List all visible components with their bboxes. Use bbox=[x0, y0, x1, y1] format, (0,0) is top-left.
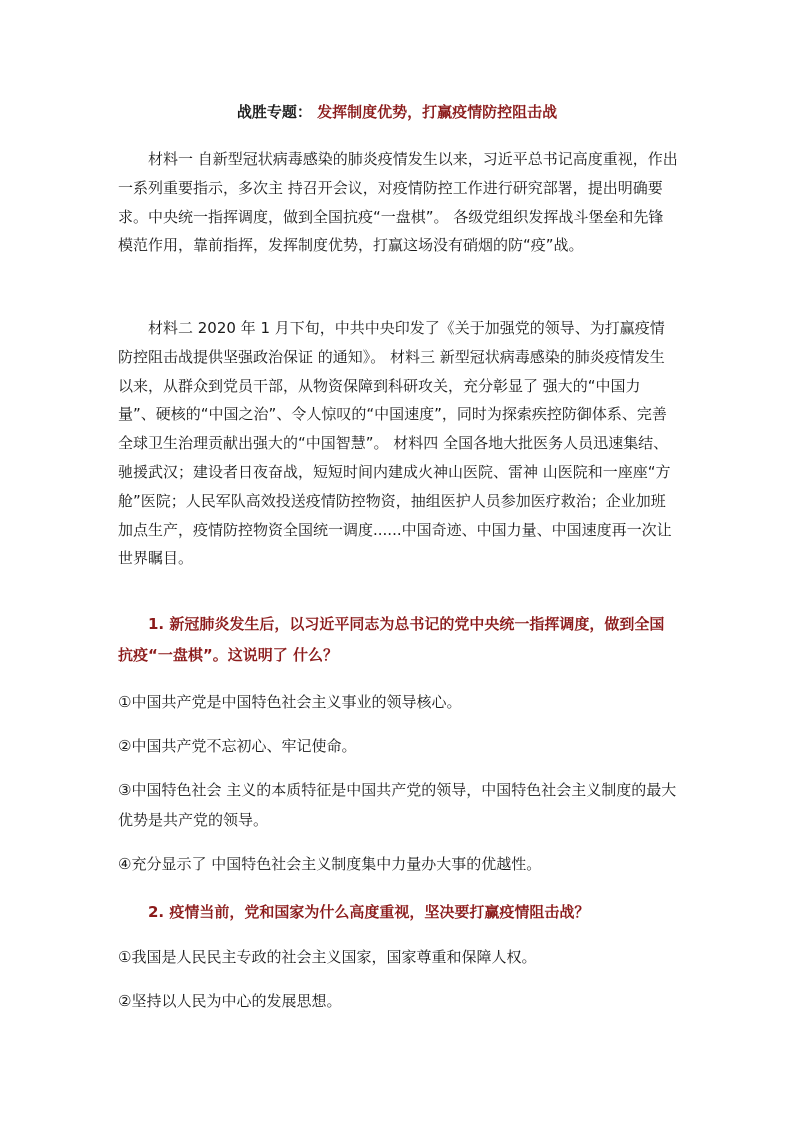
answer-1-item-2: ②中国共产党不忘初心、牢记使命。 bbox=[118, 737, 357, 755]
title-topic: 发挥制度优势，打赢疫情防控阻击战 bbox=[317, 103, 558, 121]
material-one-paragraph: 材料一 自新型冠状病毒感染的肺炎疫情发生以来，习近平总书记高度重视，作出一系列重要指示，多次主 持召开会议，对疫情防控工作进行研究部署，提出明确要求。中央统一指挥调度，做到全国抗疫“一盘棋”。 各级党组织发挥战斗堡垒和先锋模范作用，靠前指挥，发挥制度优势，打赢这场没有硝烟的防“疫”战。 bbox=[118, 150, 678, 255]
material-two-paragraph: 材料二 2020 年 1 月下旬，中共中央印发了《关于加强党的领导、为打赢疫情防控阻击战提供坚强政治保证 的通知》。 材料三 新型冠状病毒感染的肺炎疫情发生以来，从群众到党员干部，从物资保障到科研攻关，充分彰显了 强大的“中国力量”、硬核的“中国之治”、令人惊叹的“中国速度”，同时为探索疾控防御体系、完善 全球卫生治理贡献出强大的“中国智慧”。 材料四 全国各地大批医务人员迅速集结、驰援武汉；建设者日夜奋战，短短时间内建成火神山医院、雷神 山医院和一座座“方舱”医院；人民军队高效投送疫情防控物资，抽组医护人员参加医疗救治；企业加班 加点生产，疫情防控物资全国统一调度......中国奇迹、中国力量、中国速度再一次让世界瞩目。 bbox=[118, 319, 672, 568]
answer-2-item-2: ②坚持以人民为中心的发展思想。 bbox=[118, 992, 342, 1010]
page-title bbox=[0, 100, 794, 124]
title-label: 战胜专题： bbox=[236, 103, 312, 121]
answer-1-item-3: ③中国特色社会 主义的本质特征是中国共产党的领导，中国特色社会主义制度的最大优势是共产党的领导。 bbox=[118, 781, 677, 829]
question-1: 1. 新冠肺炎发生后，以习近平同志为总书记的党中央统一指挥调度，做到全国抗疫“一盘棋”。这说明了 什么？ bbox=[118, 615, 665, 664]
answer-1-item-4: ④充分显示了 中国特色社会主义制度集中力量办大事的优越性。 bbox=[118, 855, 542, 873]
answer-2-item-1: ①我国是人民民主专政的社会主义国家，国家尊重和保障人权。 bbox=[118, 948, 537, 966]
question-2: 2. 疫情当前，党和国家为什么高度重视，坚决要打赢疫情阻击战？ bbox=[148, 903, 590, 921]
answer-1-item-1: ①中国共产党是中国特色社会主义事业的领导核心。 bbox=[118, 693, 462, 711]
